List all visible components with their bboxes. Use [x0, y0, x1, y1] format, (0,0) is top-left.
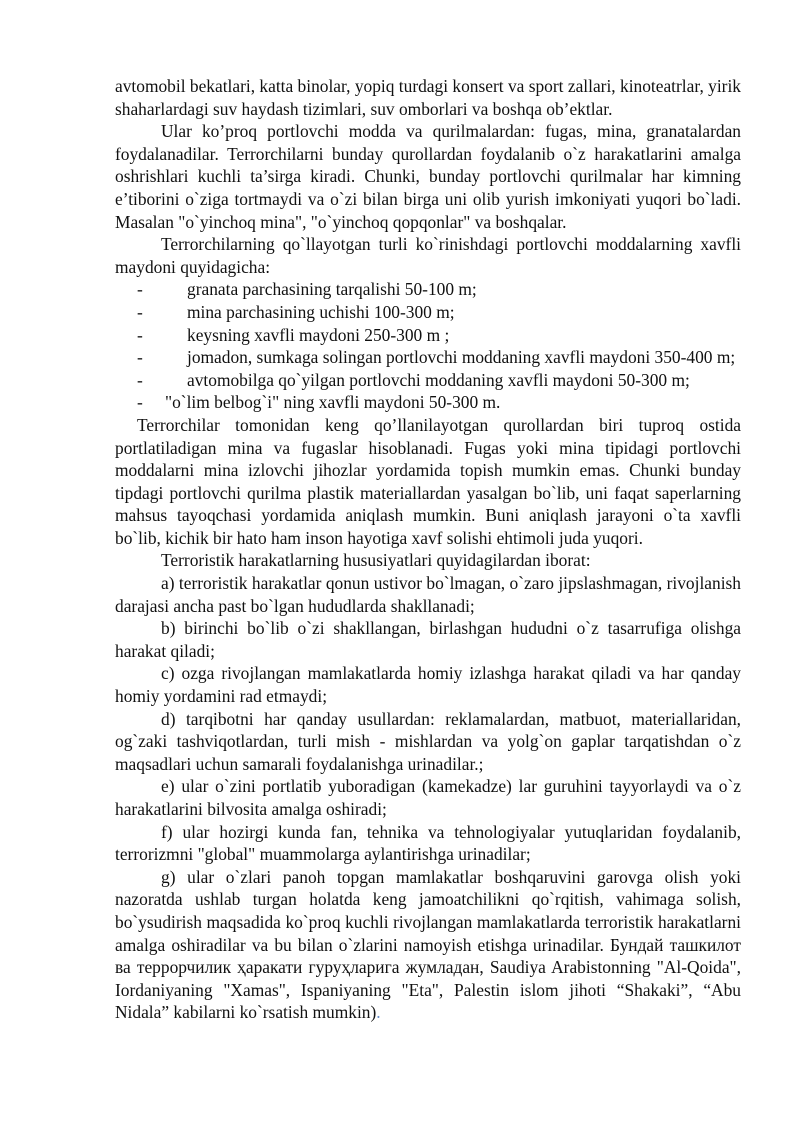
paragraph-feature-d: d) tarqibotni har qanday usullardan: reklamalardan, matbuot, materiallaridan, og`zaki tashviqotlardan, turli mish - mishlardan va yolg`on gaplar tarqatishdan o`z maqsadlari uchun samarali foydalanishga urinadilar.;	[115, 708, 741, 774]
paragraph-end-dot: .	[376, 1002, 381, 1023]
list-item-text: "o`lim belbog`i" ning xavfli maydoni 50-300 m.	[165, 392, 501, 413]
paragraph-objects: avtomobil bekatlari, katta binolar, yopiq turdagi konsert va sport zallari, kinoteatrlar, yirik shaharlardagi suv haydash tizimlari, suv omborlari va boshqa ob’ektlar.	[115, 76, 741, 119]
list-dash: -	[137, 279, 143, 300]
list-item-text: keysning xavfli maydoni 250-300 m ;	[187, 324, 450, 345]
list-item	[115, 346, 741, 369]
paragraph-feature-b: b) birinchi bo`lib o`zi shakllangan, birlashgan hududni o`z tasarrufiga olishga harakat qiladi;	[115, 618, 741, 661]
paragraph-danger-zones-intro: Terrorchilarning qo`llayotgan turli ko`rinishdagi portlovchi moddalarning xavfli maydoni quyidagicha:	[115, 234, 741, 277]
list-item	[115, 369, 741, 392]
paragraph-feature-a: a) terroristik harakatlar qonun ustivor bo`lmagan, o`zaro jipslashmagan, rivojlanish darajasi ancha past bo`lgan hududlarda shakllanadi;	[115, 573, 741, 616]
paragraph-feature-c: c) ozga rivojlangan mamlakatlarda homiy izlashga harakat qiladi va har qanday homiy yordamini rad etmaydi;	[115, 663, 741, 707]
list-dash: -	[137, 347, 143, 368]
list-item	[115, 301, 741, 324]
list-dash: -	[137, 369, 143, 390]
list-item-text: jomadon, sumkaga solingan portlovchi moddaning xavfli maydoni 350-400 m;	[187, 347, 736, 368]
list-dash: -	[137, 324, 143, 345]
paragraph-feature-f: f) ular hozirgi kunda fan, tehnika va tehnologiyalar yutuqlaridan foydalanib, terrorizmni "global" muammolarga aylantirishga urinadilar;	[115, 821, 741, 865]
paragraph-feature-e: e) ular o`zini portlatib yuboradigan (kamekadze) lar guruhini tayyorlaydi va o`z harakatlarini bilvosita amalga oshiradi;	[115, 776, 741, 819]
list-item-text: mina parchasining uchishi 100-300 m;	[187, 301, 455, 322]
list-item-text: granata parchasining tarqalishi 50-100 m;	[187, 279, 477, 300]
list-item	[115, 324, 741, 347]
list-item-text: avtomobilga qo`yilgan portlovchi moddaning xavfli maydoni 50-300 m;	[187, 369, 690, 390]
paragraph-explosives: Ular ko’proq portlovchi modda va qurilmalardan: fugas, mina, granatalardan foydalanadilar. Terrorchilarni bunday qurollardan foydalanib o`z harakatlarini amalga oshrishlari kuchli ta’sirga kiradi. Chunki, bunday portlovchi qurilmalar har kimning e’tiborini o`ziga tortmaydi va o`zi bilan birga uni olib yurish imkoniyati yuqori bo`ladi. Masalan "o`yinchoq mina", "o`yinchoq qopqonlar" va boshqalar.	[115, 121, 741, 232]
paragraph-mines: Terrorchilar tomonidan keng qo’llanilayotgan qurollardan biri tuproq ostida portlatiladigan mina va fugaslar hisoblanadi. Fugas yoki mina tipidagi portlovchi moddalarni mina izlovchi jihozlar yordamida topish mumkin emas. Chunki bunday tipdagi portlovchi qurilma plastik materiallardan yasalgan bo`lib, uni faqat saperlarning mahsus tayoqchasi yordamida aniqlash mumkin. Buni aniqlash jarayoni o`ta xavfli bo`lib, kichik bir hato ham inson hayotiga xavf solishi ehtimoli juda yuqori.	[115, 414, 741, 548]
list-dash: -	[137, 301, 143, 322]
document-body	[115, 75, 741, 1024]
list-dash: -	[137, 392, 143, 413]
list-item	[115, 278, 741, 301]
paragraph-feature-g-text: g) ular o`zlari panoh topgan mamlakatlar boshqaruvini garovga olish yoki nazoratda ushlab turgan holatda keng jamoatchilikni qo`rqitish, vahimaga solish, bo`ysudirish maqsadida ko`proq kuchli rivojlangan mamlakatlarda terroristik harakatlarni amalga oshiradilar va bu bilan o`zlarini namoyish etishga urinadilar. Бундай ташкилот ва террорчилик ҳаракати гуруҳларига жумладан, Saudiya Arabistonning "Al-Qoida", Iordaniyaning "Xamas", Ispaniyaning "Eta", Palestin islom jihoti “Shakaki”, “Abu Nidala” kabilarni ko`rsatish mumkin)	[115, 866, 741, 1023]
paragraph-features-intro: Terroristik harakatlarning hususiyatlari quyidagilardan iborat:	[161, 550, 591, 571]
list-item	[115, 391, 741, 414]
paragraph-feature-g	[115, 866, 741, 1024]
